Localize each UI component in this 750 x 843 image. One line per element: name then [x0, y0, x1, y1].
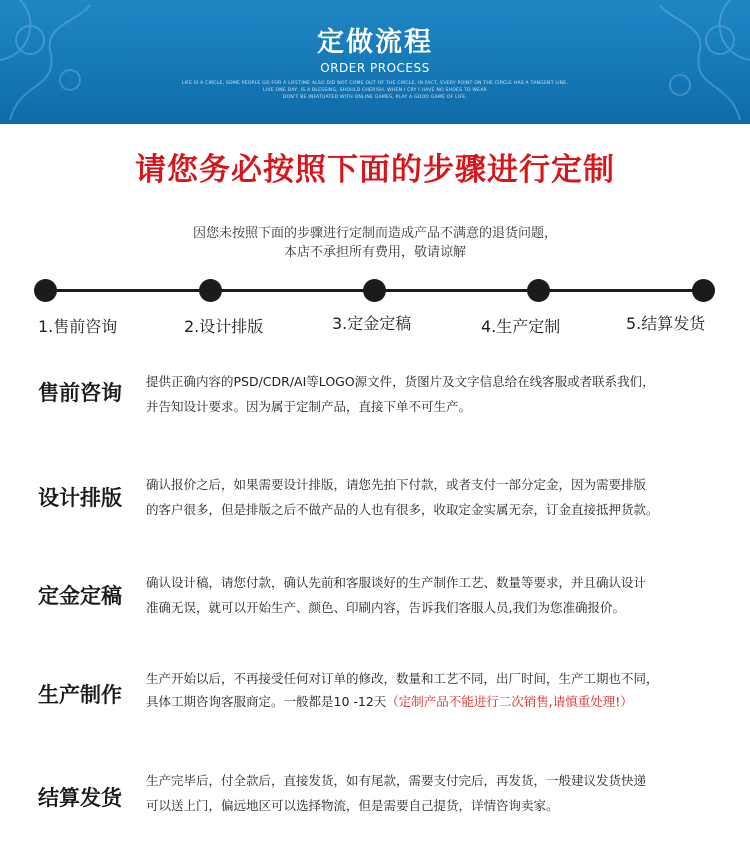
step-label: 5.结算发货: [626, 314, 706, 333]
page-headline: 请您务必按照下面的步骤进行定制: [135, 152, 615, 188]
section-text: 确认设计稿，请您付款，确认先前和客服谈好的生产制作工艺、数量等要求，并且确认设计: [146, 575, 647, 590]
step-label: 4.生产定制: [481, 317, 561, 336]
section-text: 生产完毕后，付全款后，直接发货，如有尾款，需要支付完后，再发货，一般建议发货快递: [146, 773, 647, 788]
banner-subtitle: ORDER PROCESS: [320, 61, 430, 75]
timeline-dot: [363, 279, 386, 302]
section-title: 结算发货: [38, 786, 122, 810]
section-text: 并告知设计要求。因为属于定制产品，直接下单不可生产。: [146, 399, 472, 414]
section-title: 设计排版: [38, 486, 122, 510]
banner-title: 定做流程: [317, 27, 433, 58]
section-text: 确认报价之后，如果需要设计排版，请您先拍下付款，或者支付一部分定金，因为需要排版: [146, 477, 647, 492]
section-title: 售前咨询: [38, 381, 122, 405]
banner-tagline: LIFE IS A CIRCLE, SOME PEOPLE GO FOR A LIFETIME ALSO DID NOT COME OUT OF THE CIRCLE, IN FACT, EVERY POINT ON THE CIRCLE HAS A TANGENT LINE.: [181, 81, 569, 86]
timeline-dot: [527, 279, 550, 302]
banner-tagline: DON'T BE INFATUATED WITH ONLINE GAMES, PLAY A GOOD GAME OF LIFE.: [282, 95, 468, 100]
section-title: 生产制作: [38, 683, 122, 707]
header-banner: [0, 0, 750, 124]
timeline-dot: [692, 279, 715, 302]
section-text: 生产开始以后，不再接受任何对订单的修改，数量和工艺不同，出厂时间，生产工期也不同，: [146, 671, 659, 686]
section-text: 的客户很多，但是排版之后不做产品的人也有很多，收取定金实属无奈，订金直接抵押货款。: [146, 502, 659, 517]
timeline-dot: [34, 279, 57, 302]
banner-tagline: LIVE ONE DAY, IS A BLESSING, SHOULD CHERISH. WHEN I CRY I HAVE NO SHOES TO WEAR: [263, 88, 487, 93]
step-label: 1.售前咨询: [38, 317, 118, 336]
step-label: 3.定金定稿: [332, 314, 412, 333]
section-title: 定金定稿: [38, 584, 122, 608]
section-text: 提供正确内容的PSD/CDR/AI等LOGO源文件，货图片及文字信息给在线客服或者联系我们，: [146, 374, 655, 389]
warning-text: （定制产品不能进行二次销售,请慎重处理!）: [386, 694, 633, 709]
notice-line: 因您未按照下面的步骤进行定制而造成产品不满意的退货问题，: [192, 226, 557, 241]
notice-line: 本店不承担所有费用，敬请谅解: [283, 245, 466, 260]
section-text: 准确无误，就可以开始生产、颜色、印刷内容，告诉我们客服人员,我们为您准确报价。: [146, 600, 625, 615]
timeline-dot: [199, 279, 222, 302]
section-text: 可以送上门，偏远地区可以选择物流，但是需要自己提货，详情咨询卖家。: [146, 798, 559, 813]
section-text: [146, 689, 633, 714]
section-text-main: 具体工期咨询客服商定。一般都是10 -12天: [146, 694, 387, 709]
step-label: 2.设计排版: [184, 317, 264, 336]
